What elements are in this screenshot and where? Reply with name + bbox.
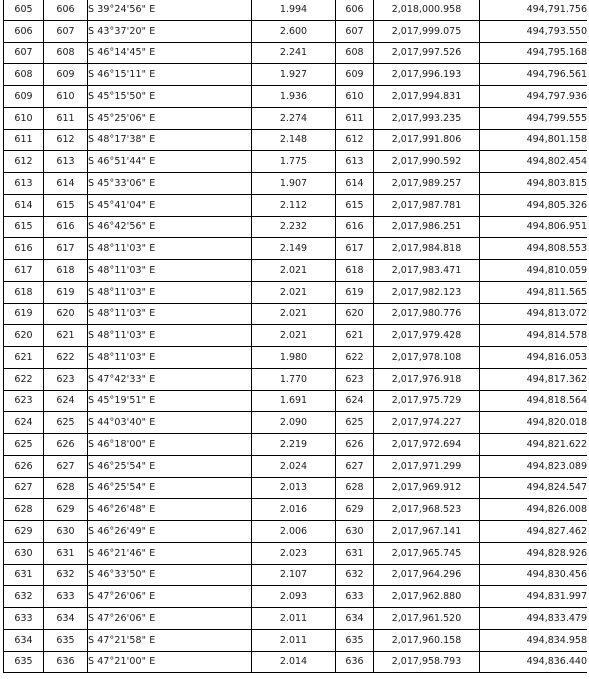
distance-cell: 2.021 <box>252 303 336 325</box>
table-row <box>4 368 588 390</box>
point-cell: 624 <box>336 390 374 412</box>
distance-cell: 2.006 <box>252 521 336 543</box>
bearing-cell: S 48°11'03" E <box>88 238 252 260</box>
table-row <box>4 238 588 260</box>
northing-cell: 2,017,962.880 <box>374 586 480 608</box>
distance-cell: 1.936 <box>252 86 336 108</box>
distance-cell: 2.014 <box>252 651 336 673</box>
distance-cell: 1.770 <box>252 368 336 390</box>
northing-cell: 2,017,979.428 <box>374 325 480 347</box>
distance-cell: 2.241 <box>252 42 336 64</box>
bearing-cell: S 46°18'00" E <box>88 434 252 456</box>
to-station-cell: 613 <box>44 151 88 173</box>
easting-cell: 494,828.926 <box>480 542 588 564</box>
northing-cell: 2,017,974.227 <box>374 412 480 434</box>
distance-cell: 2.232 <box>252 216 336 238</box>
to-station-cell: 609 <box>44 64 88 86</box>
table-row <box>4 651 588 673</box>
from-station-cell: 612 <box>4 151 44 173</box>
from-station-cell: 628 <box>4 499 44 521</box>
bearing-cell: S 46°21'46" E <box>88 542 252 564</box>
table-row <box>4 455 588 477</box>
survey-coordinates-table <box>3 0 587 673</box>
point-cell: 631 <box>336 542 374 564</box>
point-cell: 622 <box>336 347 374 369</box>
distance-cell: 2.021 <box>252 260 336 282</box>
bearing-cell: S 48°11'03" E <box>88 347 252 369</box>
to-station-cell: 628 <box>44 477 88 499</box>
bearing-cell: S 43°37'20" E <box>88 20 252 42</box>
point-cell: 610 <box>336 86 374 108</box>
northing-cell: 2,017,986.251 <box>374 216 480 238</box>
northing-cell: 2,017,976.918 <box>374 368 480 390</box>
easting-cell: 494,796.561 <box>480 64 588 86</box>
northing-cell: 2,017,997.526 <box>374 42 480 64</box>
from-station-cell: 620 <box>4 325 44 347</box>
easting-cell: 494,803.815 <box>480 173 588 195</box>
easting-cell: 494,811.565 <box>480 281 588 303</box>
from-station-cell: 635 <box>4 651 44 673</box>
to-station-cell: 614 <box>44 173 88 195</box>
point-cell: 621 <box>336 325 374 347</box>
bearing-cell: S 48°11'03" E <box>88 325 252 347</box>
northing-cell: 2,017,958.793 <box>374 651 480 673</box>
from-station-cell: 619 <box>4 303 44 325</box>
easting-cell: 494,820.018 <box>480 412 588 434</box>
easting-cell: 494,821.622 <box>480 434 588 456</box>
northing-cell: 2,017,996.193 <box>374 64 480 86</box>
easting-cell: 494,805.326 <box>480 194 588 216</box>
northing-cell: 2,017,971.299 <box>374 455 480 477</box>
easting-cell: 494,801.158 <box>480 129 588 151</box>
table-row <box>4 521 588 543</box>
northing-cell: 2,017,978.108 <box>374 347 480 369</box>
northing-cell: 2,017,965.745 <box>374 542 480 564</box>
to-station-cell: 630 <box>44 521 88 543</box>
to-station-cell: 616 <box>44 216 88 238</box>
northing-cell: 2,017,961.520 <box>374 608 480 630</box>
from-station-cell: 622 <box>4 368 44 390</box>
bearing-cell: S 46°26'49" E <box>88 521 252 543</box>
northing-cell: 2,017,972.694 <box>374 434 480 456</box>
from-station-cell: 623 <box>4 390 44 412</box>
table-row <box>4 434 588 456</box>
to-station-cell: 633 <box>44 586 88 608</box>
easting-cell: 494,791.756 <box>480 0 588 20</box>
bearing-cell: S 39°24'56" E <box>88 0 252 20</box>
from-station-cell: 605 <box>4 0 44 20</box>
distance-cell: 2.219 <box>252 434 336 456</box>
point-cell: 634 <box>336 608 374 630</box>
distance-cell: 1.980 <box>252 347 336 369</box>
point-cell: 609 <box>336 64 374 86</box>
point-cell: 635 <box>336 629 374 651</box>
point-cell: 616 <box>336 216 374 238</box>
easting-cell: 494,823.089 <box>480 455 588 477</box>
easting-cell: 494,827.462 <box>480 521 588 543</box>
to-station-cell: 618 <box>44 260 88 282</box>
table-row <box>4 477 588 499</box>
from-station-cell: 625 <box>4 434 44 456</box>
northing-cell: 2,017,968.523 <box>374 499 480 521</box>
distance-cell: 2.021 <box>252 281 336 303</box>
bearing-cell: S 46°42'56" E <box>88 216 252 238</box>
table-row <box>4 173 588 195</box>
to-station-cell: 627 <box>44 455 88 477</box>
distance-cell: 2.024 <box>252 455 336 477</box>
to-station-cell: 617 <box>44 238 88 260</box>
from-station-cell: 624 <box>4 412 44 434</box>
point-cell: 632 <box>336 564 374 586</box>
table-row <box>4 129 588 151</box>
from-station-cell: 630 <box>4 542 44 564</box>
from-station-cell: 632 <box>4 586 44 608</box>
distance-cell: 1.907 <box>252 173 336 195</box>
easting-cell: 494,810.059 <box>480 260 588 282</box>
bearing-cell: S 47°21'00" E <box>88 651 252 673</box>
point-cell: 615 <box>336 194 374 216</box>
table-row <box>4 586 588 608</box>
bearing-cell: S 45°41'04" E <box>88 194 252 216</box>
distance-cell: 2.021 <box>252 325 336 347</box>
northing-cell: 2,017,982.123 <box>374 281 480 303</box>
to-station-cell: 634 <box>44 608 88 630</box>
table-row <box>4 325 588 347</box>
northing-cell: 2,018,000.958 <box>374 0 480 20</box>
bearing-cell: S 46°25'54" E <box>88 477 252 499</box>
distance-cell: 2.023 <box>252 542 336 564</box>
bearing-cell: S 46°15'11" E <box>88 64 252 86</box>
table-row <box>4 281 588 303</box>
point-cell: 613 <box>336 151 374 173</box>
from-station-cell: 616 <box>4 238 44 260</box>
easting-cell: 494,816.053 <box>480 347 588 369</box>
bearing-cell: S 48°11'03" E <box>88 303 252 325</box>
point-cell: 619 <box>336 281 374 303</box>
northing-cell: 2,017,975.729 <box>374 390 480 412</box>
easting-cell: 494,826.008 <box>480 499 588 521</box>
table-row <box>4 64 588 86</box>
to-station-cell: 626 <box>44 434 88 456</box>
from-station-cell: 613 <box>4 173 44 195</box>
to-station-cell: 610 <box>44 86 88 108</box>
from-station-cell: 621 <box>4 347 44 369</box>
distance-cell: 2.148 <box>252 129 336 151</box>
bearing-cell: S 46°26'48" E <box>88 499 252 521</box>
distance-cell: 2.107 <box>252 564 336 586</box>
bearing-cell: S 44°03'40" E <box>88 412 252 434</box>
easting-cell: 494,831.997 <box>480 586 588 608</box>
point-cell: 629 <box>336 499 374 521</box>
table-body <box>4 0 588 673</box>
to-station-cell: 622 <box>44 347 88 369</box>
easting-cell: 494,806.951 <box>480 216 588 238</box>
bearing-cell: S 47°21'58" E <box>88 629 252 651</box>
distance-cell: 2.149 <box>252 238 336 260</box>
bearing-cell: S 45°33'06" E <box>88 173 252 195</box>
table-row <box>4 303 588 325</box>
to-station-cell: 606 <box>44 0 88 20</box>
northing-cell: 2,017,994.831 <box>374 86 480 108</box>
easting-cell: 494,813.072 <box>480 303 588 325</box>
northing-cell: 2,017,984.818 <box>374 238 480 260</box>
point-cell: 626 <box>336 434 374 456</box>
distance-cell: 2.016 <box>252 499 336 521</box>
easting-cell: 494,797.936 <box>480 86 588 108</box>
table-row <box>4 86 588 108</box>
easting-cell: 494,824.547 <box>480 477 588 499</box>
point-cell: 612 <box>336 129 374 151</box>
table-row <box>4 194 588 216</box>
from-station-cell: 631 <box>4 564 44 586</box>
bearing-cell: S 45°25'06" E <box>88 107 252 129</box>
point-cell: 633 <box>336 586 374 608</box>
point-cell: 608 <box>336 42 374 64</box>
easting-cell: 494,818.564 <box>480 390 588 412</box>
northing-cell: 2,017,969.912 <box>374 477 480 499</box>
easting-cell: 494,808.553 <box>480 238 588 260</box>
from-station-cell: 633 <box>4 608 44 630</box>
northing-cell: 2,017,960.158 <box>374 629 480 651</box>
distance-cell: 2.013 <box>252 477 336 499</box>
bearing-cell: S 48°17'38" E <box>88 129 252 151</box>
survey-sheet <box>3 0 587 679</box>
easting-cell: 494,795.168 <box>480 42 588 64</box>
bearing-cell: S 46°51'44" E <box>88 151 252 173</box>
distance-cell: 2.274 <box>252 107 336 129</box>
bearing-cell: S 47°26'06" E <box>88 586 252 608</box>
table-row <box>4 629 588 651</box>
from-station-cell: 608 <box>4 64 44 86</box>
bearing-cell: S 48°11'03" E <box>88 281 252 303</box>
from-station-cell: 618 <box>4 281 44 303</box>
easting-cell: 494,817.362 <box>480 368 588 390</box>
distance-cell: 2.093 <box>252 586 336 608</box>
bearing-cell: S 47°26'06" E <box>88 608 252 630</box>
point-cell: 606 <box>336 0 374 20</box>
northing-cell: 2,017,967.141 <box>374 521 480 543</box>
point-cell: 607 <box>336 20 374 42</box>
distance-cell: 2.600 <box>252 20 336 42</box>
northing-cell: 2,017,987.781 <box>374 194 480 216</box>
table-row <box>4 412 588 434</box>
from-station-cell: 615 <box>4 216 44 238</box>
table-row <box>4 0 588 20</box>
northing-cell: 2,017,990.592 <box>374 151 480 173</box>
point-cell: 618 <box>336 260 374 282</box>
northing-cell: 2,017,980.776 <box>374 303 480 325</box>
point-cell: 611 <box>336 107 374 129</box>
to-station-cell: 612 <box>44 129 88 151</box>
distance-cell: 1.927 <box>252 64 336 86</box>
point-cell: 617 <box>336 238 374 260</box>
from-station-cell: 607 <box>4 42 44 64</box>
bearing-cell: S 46°33'50" E <box>88 564 252 586</box>
table-row <box>4 20 588 42</box>
point-cell: 636 <box>336 651 374 673</box>
easting-cell: 494,836.440 <box>480 651 588 673</box>
to-station-cell: 620 <box>44 303 88 325</box>
from-station-cell: 634 <box>4 629 44 651</box>
distance-cell: 1.691 <box>252 390 336 412</box>
table-row <box>4 608 588 630</box>
bearing-cell: S 48°11'03" E <box>88 260 252 282</box>
bearing-cell: S 46°14'45" E <box>88 42 252 64</box>
to-station-cell: 625 <box>44 412 88 434</box>
distance-cell: 2.112 <box>252 194 336 216</box>
point-cell: 628 <box>336 477 374 499</box>
to-station-cell: 607 <box>44 20 88 42</box>
table-row <box>4 151 588 173</box>
table-row <box>4 42 588 64</box>
to-station-cell: 621 <box>44 325 88 347</box>
to-station-cell: 636 <box>44 651 88 673</box>
table-row <box>4 542 588 564</box>
easting-cell: 494,799.555 <box>480 107 588 129</box>
to-station-cell: 635 <box>44 629 88 651</box>
from-station-cell: 611 <box>4 129 44 151</box>
to-station-cell: 631 <box>44 542 88 564</box>
distance-cell: 2.011 <box>252 629 336 651</box>
point-cell: 623 <box>336 368 374 390</box>
table-row <box>4 107 588 129</box>
bearing-cell: S 47°42'33" E <box>88 368 252 390</box>
easting-cell: 494,833.479 <box>480 608 588 630</box>
bearing-cell: S 45°19'51" E <box>88 390 252 412</box>
to-station-cell: 615 <box>44 194 88 216</box>
to-station-cell: 629 <box>44 499 88 521</box>
northing-cell: 2,017,989.257 <box>374 173 480 195</box>
northing-cell: 2,017,964.296 <box>374 564 480 586</box>
to-station-cell: 623 <box>44 368 88 390</box>
northing-cell: 2,017,999.075 <box>374 20 480 42</box>
from-station-cell: 626 <box>4 455 44 477</box>
bearing-cell: S 45°15'50" E <box>88 86 252 108</box>
table-row <box>4 499 588 521</box>
table-row <box>4 216 588 238</box>
point-cell: 620 <box>336 303 374 325</box>
table-row <box>4 347 588 369</box>
table-row <box>4 390 588 412</box>
distance-cell: 1.994 <box>252 0 336 20</box>
distance-cell: 2.090 <box>252 412 336 434</box>
from-station-cell: 617 <box>4 260 44 282</box>
from-station-cell: 627 <box>4 477 44 499</box>
easting-cell: 494,814.578 <box>480 325 588 347</box>
easting-cell: 494,834.958 <box>480 629 588 651</box>
to-station-cell: 632 <box>44 564 88 586</box>
point-cell: 627 <box>336 455 374 477</box>
from-station-cell: 629 <box>4 521 44 543</box>
to-station-cell: 608 <box>44 42 88 64</box>
northing-cell: 2,017,991.806 <box>374 129 480 151</box>
to-station-cell: 619 <box>44 281 88 303</box>
easting-cell: 494,802.454 <box>480 151 588 173</box>
northing-cell: 2,017,983.471 <box>374 260 480 282</box>
from-station-cell: 609 <box>4 86 44 108</box>
point-cell: 625 <box>336 412 374 434</box>
distance-cell: 1.775 <box>252 151 336 173</box>
point-cell: 630 <box>336 521 374 543</box>
to-station-cell: 624 <box>44 390 88 412</box>
from-station-cell: 610 <box>4 107 44 129</box>
from-station-cell: 614 <box>4 194 44 216</box>
from-station-cell: 606 <box>4 20 44 42</box>
bearing-cell: S 46°25'54" E <box>88 455 252 477</box>
distance-cell: 2.011 <box>252 608 336 630</box>
easting-cell: 494,793.550 <box>480 20 588 42</box>
point-cell: 614 <box>336 173 374 195</box>
table-row <box>4 564 588 586</box>
table-row <box>4 260 588 282</box>
northing-cell: 2,017,993.235 <box>374 107 480 129</box>
to-station-cell: 611 <box>44 107 88 129</box>
easting-cell: 494,830.456 <box>480 564 588 586</box>
